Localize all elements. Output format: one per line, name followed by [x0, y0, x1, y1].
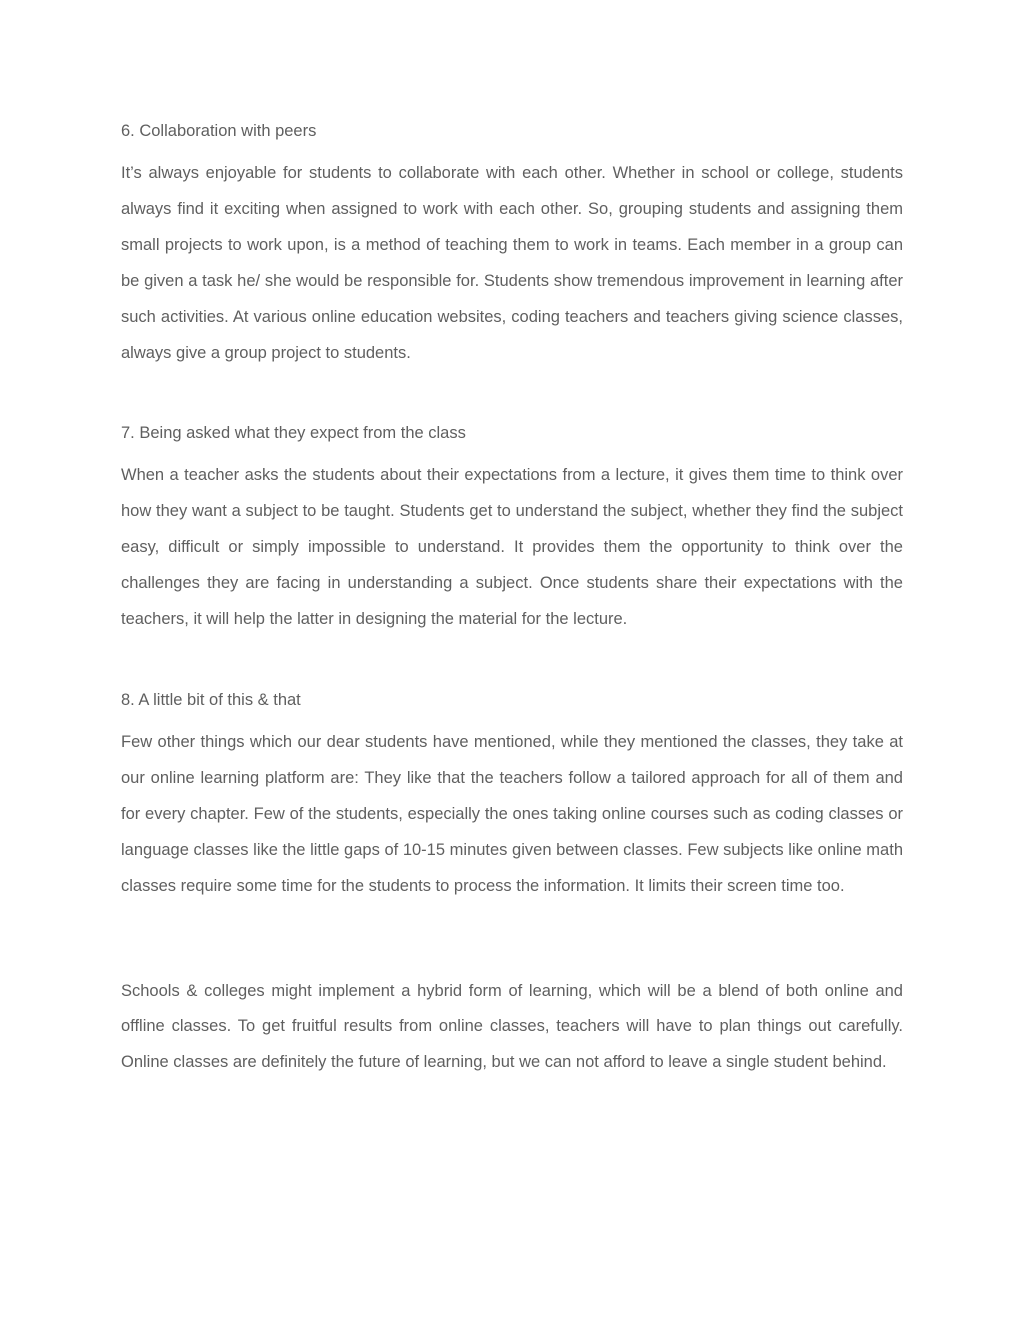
- section-7-heading: 7. Being asked what they expect from the class: [121, 424, 466, 443]
- conclusion-paragraph: Schools & colleges might implement a hybrid form of learning, which will be a blend of both online and offline classes. To get fruitful results from online classes, teachers will have to plan things out carefully. Online classes are definitely the future of learning, but we can not afford to leave a single student behind.: [121, 981, 903, 1072]
- section-8-paragraph: Few other things which our dear students have mentioned, while they mentioned the classes, they take at our online learning platform are: They like that the teachers follow a tailored approach for all of them and for every chapter. Few of the students, especially the ones taking online courses such as coding classes or language classes like the little gaps of 10-15 minutes given between classes. Few subjects like online math classes require some time for the students to process the information. It limits their screen time too.: [121, 732, 903, 895]
- section-6-heading: 6. Collaboration with peers: [121, 122, 317, 140]
- section-8-heading: 8. A little bit of this & that: [121, 690, 301, 709]
- section-7-paragraph: When a teacher asks the students about their expectations from a lecture, it gives them time to think over how they want a subject to be taught. Students get to understand the subject, whether they find the subject easy, difficult or simply impossible to understand. It provides them the opportunity to think over the challenges they are facing in understanding a subject. Once students share their expectations with the teachers, it will help the latter in designing the material for the lecture.: [121, 466, 903, 629]
- document-page: [121, 117, 903, 1081]
- section-6-paragraph: It’s always enjoyable for students to collaborate with each other. Whether in school or college, students always find it exciting when assigned to work with each other. So, grouping students and assigning them small projects to work upon, is a method of teaching them to work in teams. Each member in a group can be given a task he/ she would be responsible for. Students show tremendous improvement in learning after such activities. At various online education websites, coding teachers and teachers giving science classes, always give a group project to students.: [121, 164, 903, 362]
